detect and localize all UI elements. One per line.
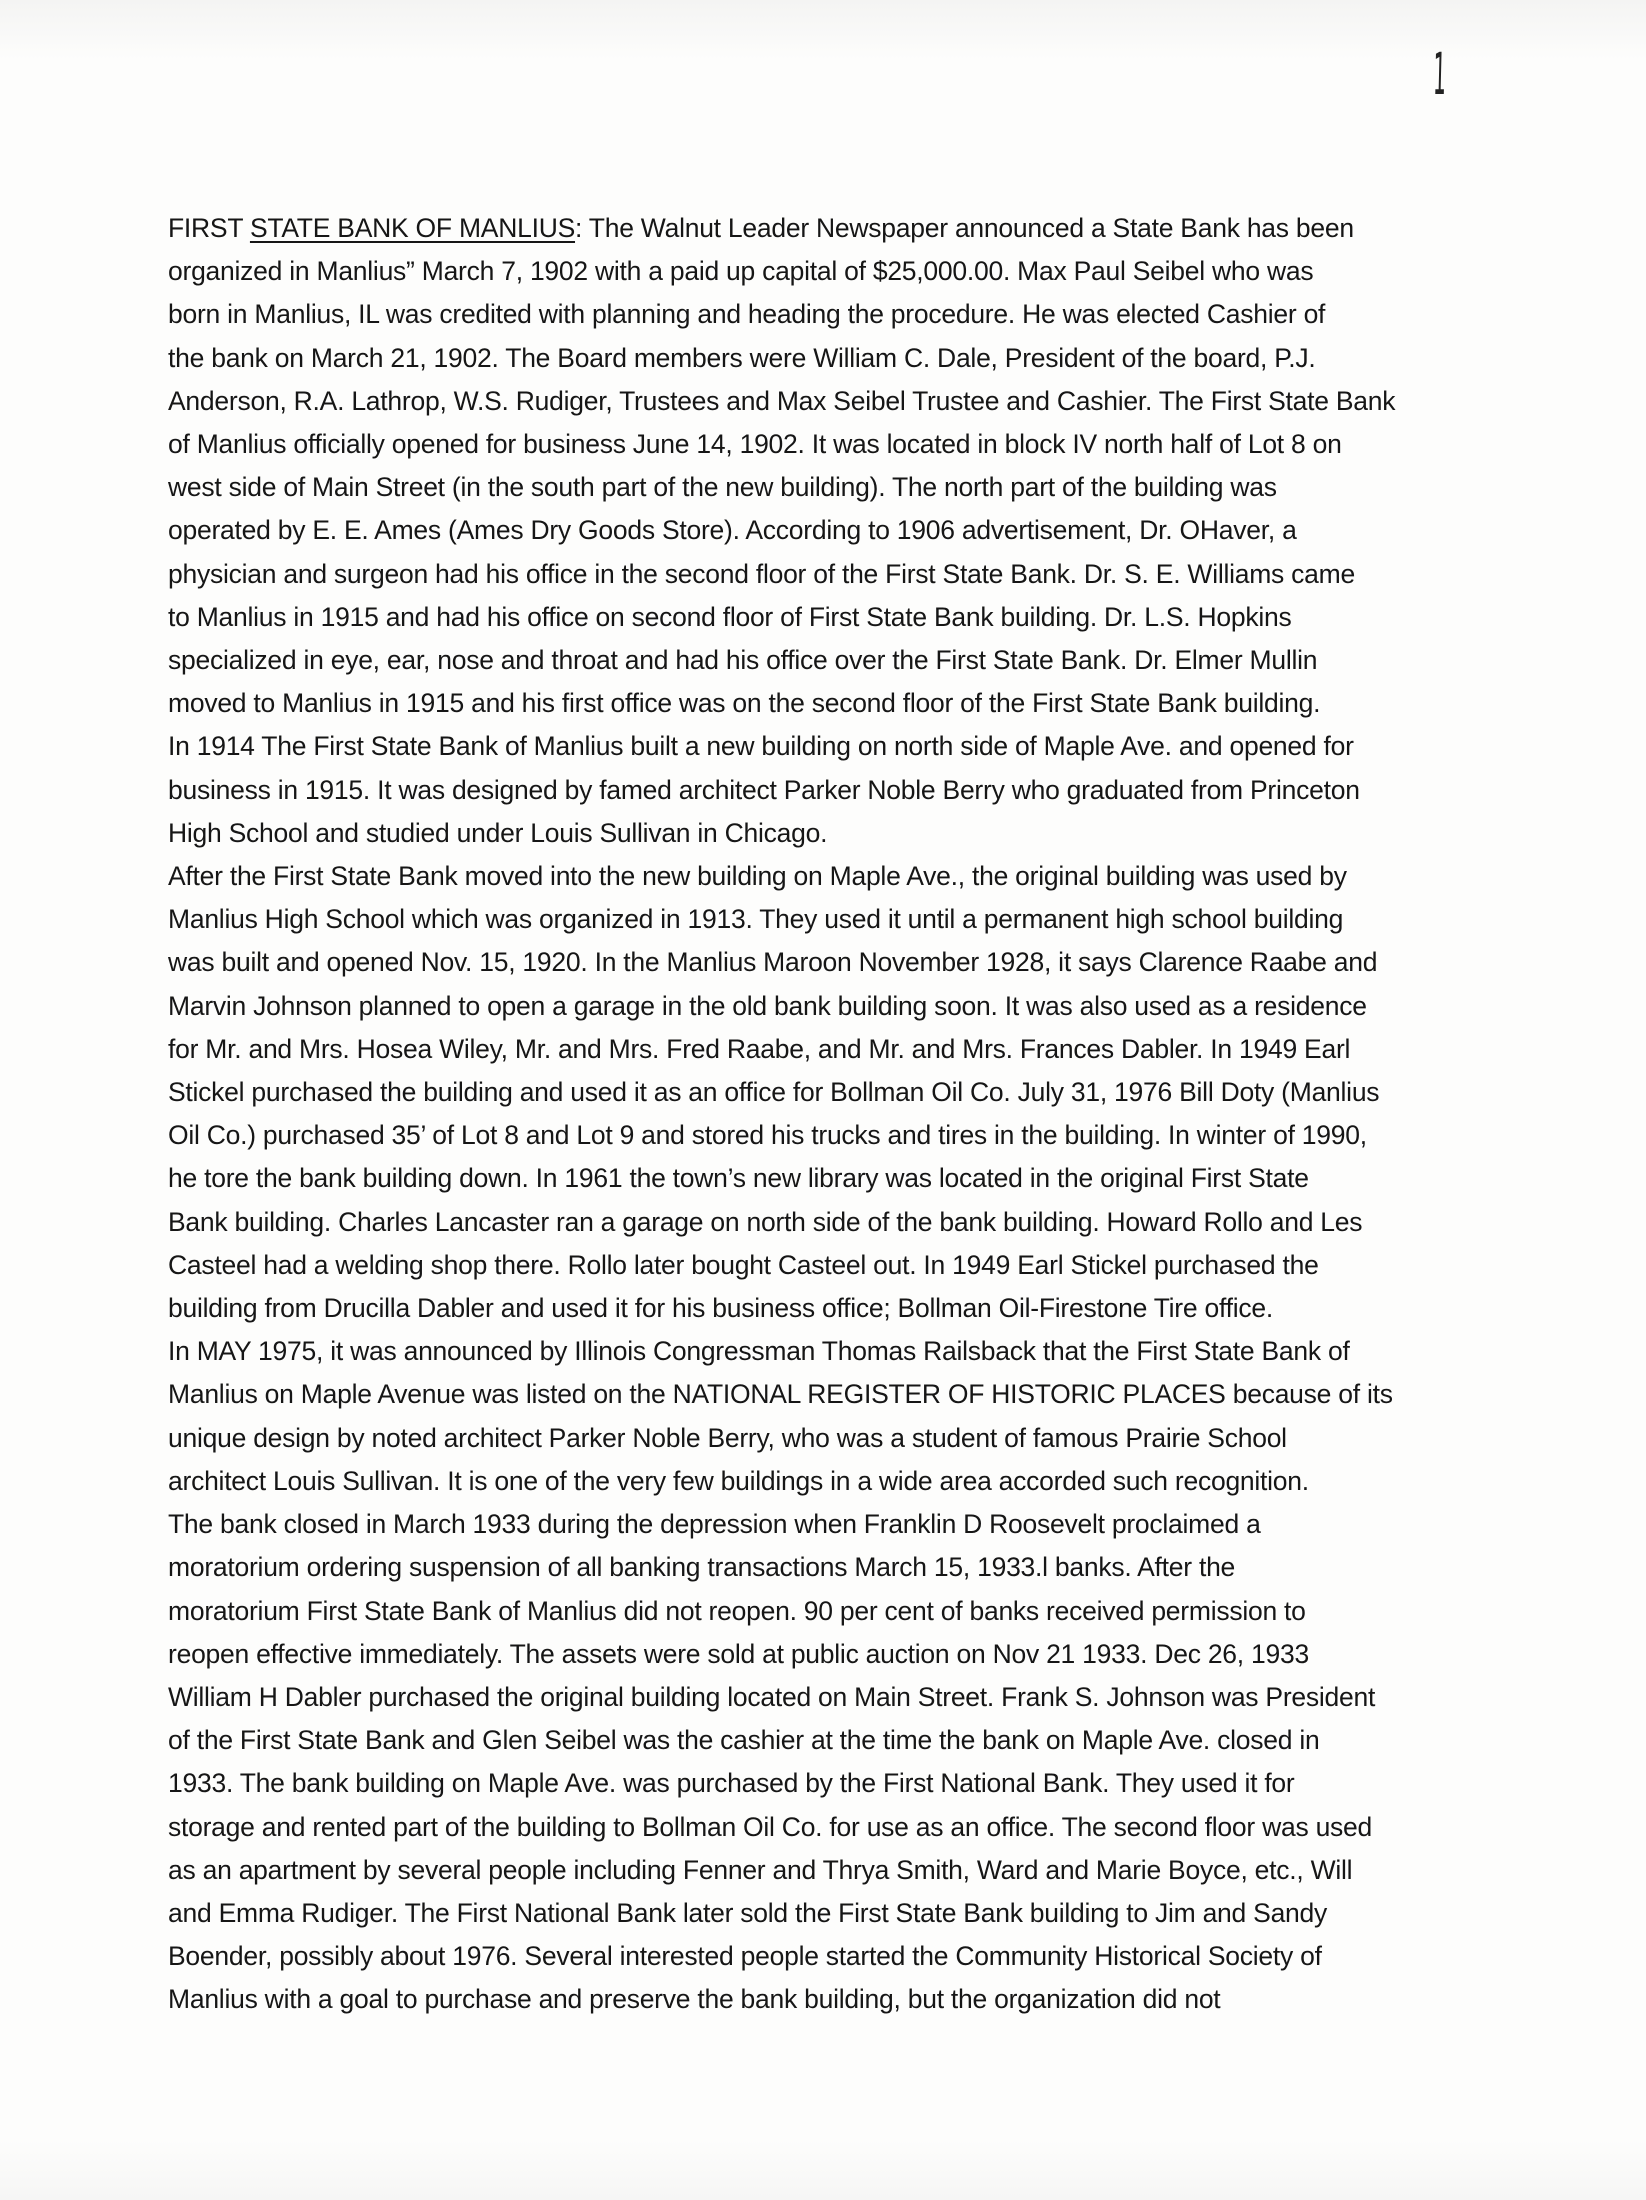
text-line: west side of Main Street (in the south part of the new building). The north part of the building was <box>168 472 1277 503</box>
text-line: reopen effective immediately. The assets were sold at public auction on Nov 21 1933. Dec 26, 1933 <box>168 1638 1309 1669</box>
document-title-suffix: : <box>575 213 583 243</box>
document-title: STATE BANK OF MANLIUS <box>249 213 576 243</box>
text-line: moratorium ordering suspension of all banking transactions March 15, 1933.l banks. After the <box>168 1552 1236 1583</box>
text-line: High School and studied under Louis Sullivan in Chicago. <box>168 817 828 848</box>
text-line: of the First State Bank and Glen Seibel was the cashier at the time the bank on Maple Ave. closed in <box>168 1725 1320 1756</box>
text-line: Oil Co.) purchased 35’ of Lot 8 and Lot 9 and stored his trucks and tires in the building. In winter of 1990, <box>168 1120 1367 1151</box>
text-line: In MAY 1975, it was announced by Illinois Congressman Thomas Railsback that the First State Bank of <box>168 1336 1350 1367</box>
text-line: Bank building. Charles Lancaster ran a garage on north side of the bank building. Howard Rollo and Les <box>168 1206 1363 1237</box>
text-line: business in 1915. It was designed by famed architect Parker Noble Berry who graduated from Princeton <box>168 774 1360 805</box>
text-line: moratorium First State Bank of Manlius did not reopen. 90 per cent of banks received permission to <box>168 1595 1306 1626</box>
paragraph-1 <box>168 207 1498 855</box>
page-number: 1 <box>1432 40 1448 108</box>
paragraph-2 <box>168 855 1498 1330</box>
text-line: to Manlius in 1915 and had his office on second floor of First State Bank building. Dr. L.S. Hopkins <box>168 601 1292 632</box>
text-line: of Manlius officially opened for business June 14, 1902. It was located in block IV north half of Lot 8 on <box>168 429 1342 460</box>
text-line: Casteel had a welding shop there. Rollo later bought Casteel out. In 1949 Earl Stickel purchased the <box>168 1249 1319 1280</box>
text-line: he tore the bank building down. In 1961 the town’s new library was located in the original First State <box>168 1163 1309 1194</box>
text-line: William H Dabler purchased the original building located on Main Street. Frank S. Johnson was President <box>168 1681 1376 1712</box>
document-body <box>168 207 1498 2022</box>
document-title-prefix: FIRST <box>168 213 250 243</box>
text-line: 1933. The bank building on Maple Ave. was purchased by the First National Bank. They used it for <box>168 1768 1295 1799</box>
text-line: unique design by noted architect Parker Noble Berry, who was a student of famous Prairie School <box>168 1422 1287 1453</box>
text-line: Marvin Johnson planned to open a garage in the old bank building soon. It was also used as a residence <box>168 990 1367 1021</box>
text-line: The bank closed in March 1933 during the depression when Franklin D Roosevelt proclaimed a <box>168 1509 1261 1540</box>
text-line: In 1914 The First State Bank of Manlius built a new building on north side of Maple Ave. and opened for <box>168 731 1354 762</box>
text-line: Manlius on Maple Avenue was listed on the NATIONAL REGISTER OF HISTORIC PLACES because of its <box>168 1379 1393 1410</box>
text-line: building from Drucilla Dabler and used it for his business office; Bollman Oil-Firestone Tire office. <box>168 1293 1273 1324</box>
text-line: storage and rented part of the building to Bollman Oil Co. for use as an office. The second floor was used <box>168 1811 1373 1842</box>
text-line: born in Manlius, IL was credited with planning and heading the procedure. He was elected Cashier of <box>168 299 1326 330</box>
text-line: organized in Manlius” March 7, 1902 with a paid up capital of $25,000.00. Max Paul Seibel who was <box>168 256 1314 287</box>
text-line: as an apartment by several people including Fenner and Thrya Smith, Ward and Marie Boyce, etc., Will <box>168 1854 1353 1885</box>
text-line: physician and surgeon had his office in the second floor of the First State Bank. Dr. S. E. Williams came <box>168 558 1355 589</box>
text-line: and Emma Rudiger. The First National Bank later sold the First State Bank building to Jim and Sandy <box>168 1897 1328 1928</box>
text-line: was built and opened Nov. 15, 1920. In the Manlius Maroon November 1928, it says Clarence Raabe and <box>168 947 1378 978</box>
text-line: specialized in eye, ear, nose and throat and had his office over the First State Bank. Dr. Elmer Mullin <box>168 645 1318 676</box>
text-line: Anderson, R.A. Lathrop, W.S. Rudiger, Trustees and Max Seibel Trustee and Cashier. The First State Bank <box>168 385 1396 416</box>
text-line: moved to Manlius in 1915 and his first office was on the second floor of the First State Bank building. <box>168 688 1321 719</box>
text-line: for Mr. and Mrs. Hosea Wiley, Mr. and Mrs. Fred Raabe, and Mr. and Mrs. Frances Dabler. In 1949 Earl <box>168 1033 1351 1064</box>
text-line: architect Louis Sullivan. It is one of the very few buildings in a wide area accorded such recognition. <box>168 1465 1309 1496</box>
text-line: the bank on March 21, 1902. The Board members were William C. Dale, President of the board, P.J. <box>168 342 1316 373</box>
text-line: After the First State Bank moved into the new building on Maple Ave., the original building was used by <box>168 861 1347 892</box>
paragraph-3 <box>168 1330 1498 2021</box>
text-line: Boender, possibly about 1976. Several interested people started the Community Historical Society of <box>168 1941 1322 1972</box>
text-line: operated by E. E. Ames (Ames Dry Goods Store). According to 1906 advertisement, Dr. OHaver, a <box>168 515 1297 546</box>
text-line: Manlius High School which was organized in 1913. They used it until a permanent high school building <box>168 904 1344 935</box>
text-line: FIRST STATE BANK OF MANLIUS: The Walnut Leader Newspaper announced a State Bank has been <box>168 213 1354 243</box>
text-line: Manlius with a goal to purchase and preserve the bank building, but the organization did not <box>168 1984 1221 2015</box>
text-line: Stickel purchased the building and used it as an office for Bollman Oil Co. July 31, 1976 Bill Doty (Manlius <box>168 1077 1380 1108</box>
